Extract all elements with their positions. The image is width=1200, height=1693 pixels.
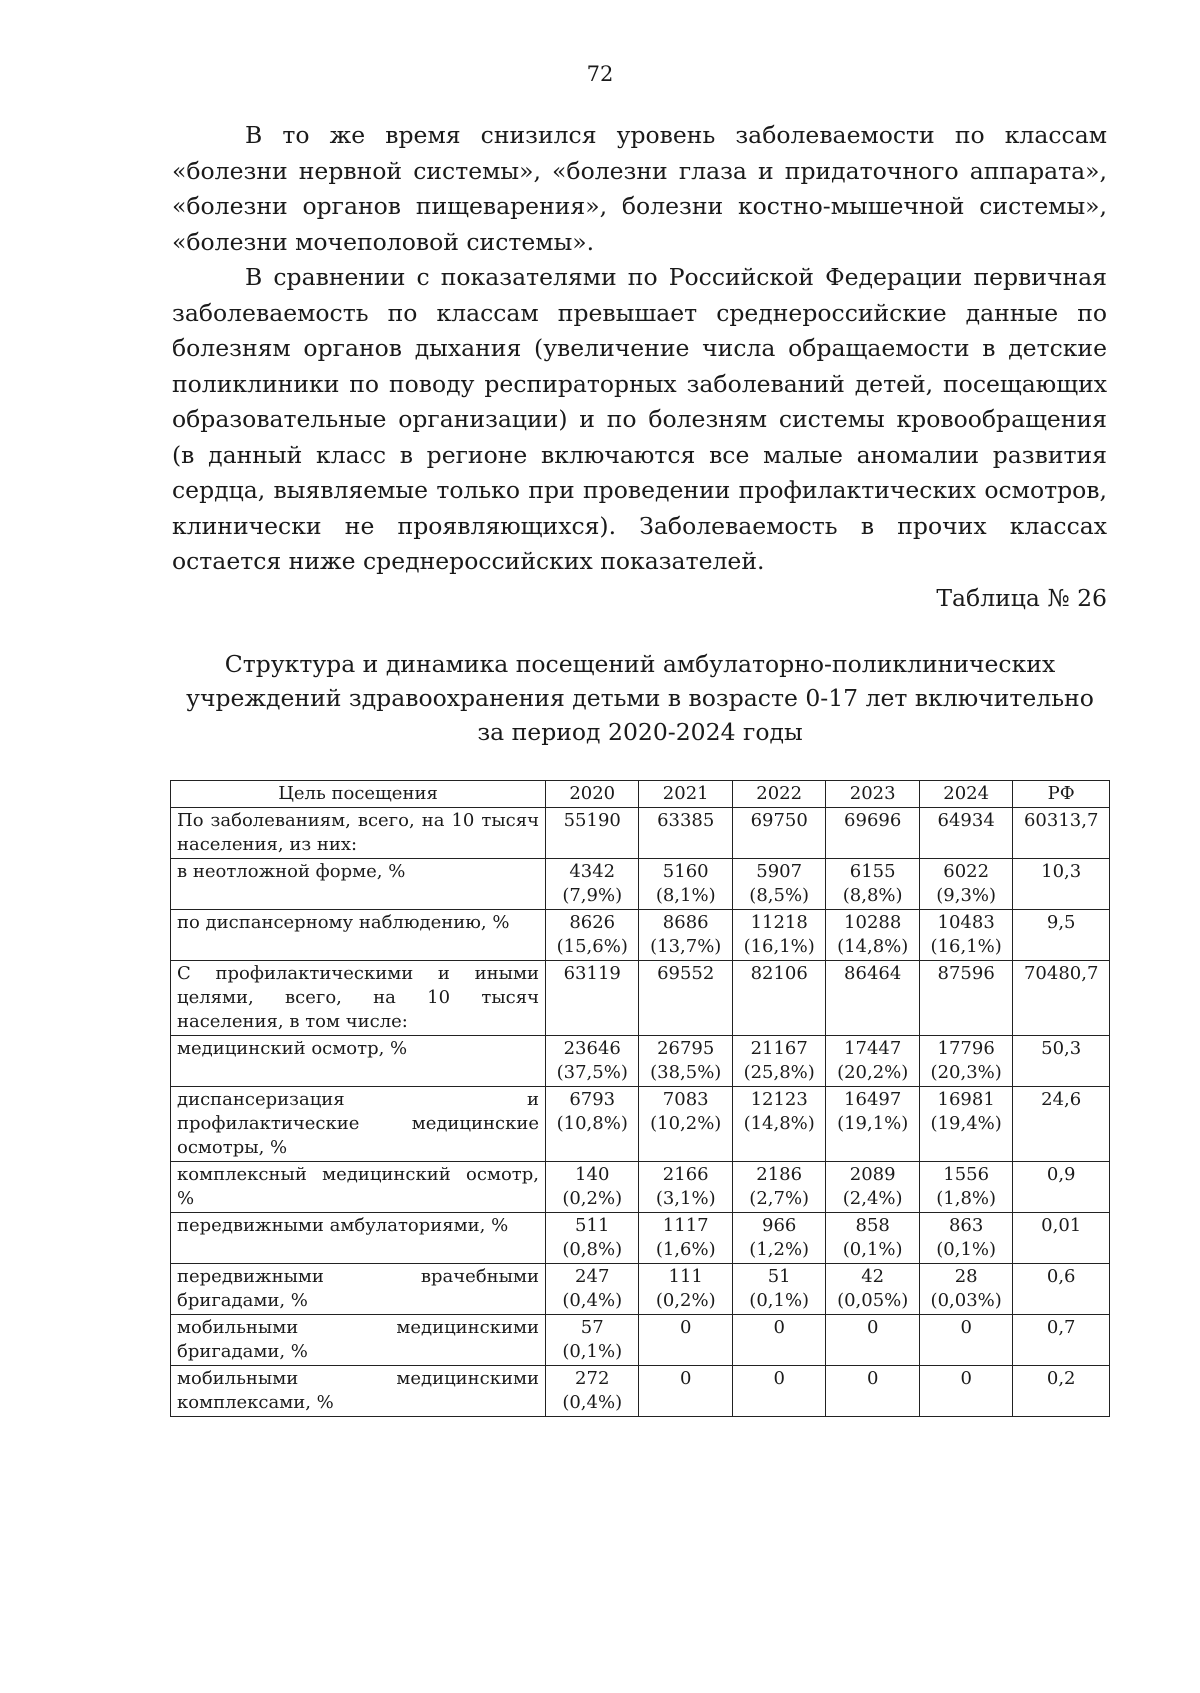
value-cell	[919, 1087, 1012, 1162]
cell-percent: (8,1%)	[655, 885, 716, 906]
header-2023: 2023	[826, 781, 919, 808]
cell-value: 69750	[750, 810, 808, 831]
cell-value: 2166	[662, 1164, 709, 1185]
row-label: мобильными медицинскими бригадами, %	[171, 1315, 546, 1366]
cell-percent: (2,4%)	[842, 1188, 903, 1209]
cell-value: 17447	[844, 1038, 902, 1059]
cell-percent: (16,1%)	[743, 936, 815, 957]
cell-value: 26795	[657, 1038, 715, 1059]
cell-value: 87596	[937, 963, 995, 984]
cell-value: 6155	[849, 861, 896, 882]
cell-value: 16981	[937, 1089, 995, 1110]
value-cell	[545, 961, 638, 1036]
cell-percent: (0,2%)	[655, 1290, 716, 1311]
cell-value: 55190	[563, 810, 621, 831]
rf-cell: 60313,7	[1013, 808, 1110, 859]
value-cell	[919, 1036, 1012, 1087]
table-row	[171, 808, 1110, 859]
cell-value: 11218	[750, 912, 808, 933]
rf-cell: 0,7	[1013, 1315, 1110, 1366]
cell-percent: (14,8%)	[743, 1113, 815, 1134]
cell-value: 12123	[750, 1089, 808, 1110]
table-title-line-3: за период 2020-2024 годы	[477, 718, 803, 746]
value-cell	[545, 1315, 638, 1366]
cell-value: 511	[575, 1215, 610, 1236]
value-cell	[545, 859, 638, 910]
cell-value: 63385	[657, 810, 715, 831]
table-row	[171, 1366, 1110, 1417]
cell-value: 21167	[750, 1038, 808, 1059]
cell-value: 0	[679, 1368, 692, 1389]
value-cell	[826, 961, 919, 1036]
cell-value: 8686	[662, 912, 709, 933]
rf-cell: 0,6	[1013, 1264, 1110, 1315]
value-cell	[732, 1315, 825, 1366]
cell-value: 0	[773, 1368, 785, 1389]
value-cell	[826, 859, 919, 910]
value-cell	[919, 1366, 1012, 1417]
cell-percent: (19,4%)	[930, 1113, 1002, 1134]
table-body	[171, 808, 1110, 1417]
value-cell	[826, 910, 919, 961]
cell-percent: (0,05%)	[837, 1290, 909, 1311]
table-title	[160, 647, 1120, 749]
table-row	[171, 910, 1110, 961]
paragraph-2: В сравнении с показателями по Российской Федерации первичная заболеваемость по классам превышает среднероссийские данные по болезням органов дыхания (увеличение числа обращаемости в детские поликлиники по поводу респираторных заболеваний детей, посещающих образовательные организации) и по болезням системы кровообращения (в данный класс в регионе включаются все малые аномалии развития сердца, выявляемые только при проведении профилактических осмотров, клинически не проявляющихся). Заболеваемость в прочих классах остается ниже среднероссийских показателей.	[172, 263, 1107, 575]
value-cell	[639, 1264, 732, 1315]
cell-value: 86464	[844, 963, 902, 984]
rf-cell: 0,9	[1013, 1162, 1110, 1213]
header-2021: 2021	[639, 781, 732, 808]
table-row	[171, 961, 1110, 1036]
value-cell	[826, 1036, 919, 1087]
row-label: По заболеваниям, всего, на 10 тысяч населения, из них:	[171, 808, 546, 859]
value-cell	[732, 859, 825, 910]
value-cell	[826, 1213, 919, 1264]
cell-value: 5907	[756, 861, 803, 882]
table-row	[171, 1036, 1110, 1087]
cell-value: 2089	[849, 1164, 896, 1185]
row-label: по диспансерному наблюдению, %	[171, 910, 546, 961]
cell-value: 7083	[662, 1089, 709, 1110]
cell-value: 6793	[569, 1089, 616, 1110]
cell-percent: (3,1%)	[655, 1188, 716, 1209]
value-cell	[732, 1162, 825, 1213]
cell-value: 8626	[569, 912, 616, 933]
rf-cell: 50,3	[1013, 1036, 1110, 1087]
cell-percent: (0,8%)	[562, 1239, 623, 1260]
value-cell	[732, 808, 825, 859]
value-cell	[732, 1264, 825, 1315]
cell-value: 2186	[756, 1164, 803, 1185]
value-cell	[826, 1315, 919, 1366]
body-text	[172, 118, 1107, 580]
value-cell	[732, 961, 825, 1036]
value-cell	[639, 1213, 732, 1264]
cell-value: 69552	[657, 963, 715, 984]
row-label: в неотложной форме, %	[171, 859, 546, 910]
value-cell	[639, 808, 732, 859]
value-cell	[639, 1315, 732, 1366]
cell-value: 5160	[662, 861, 709, 882]
cell-value: 17796	[937, 1038, 995, 1059]
cell-percent: (0,1%)	[562, 1341, 623, 1362]
header-purpose: Цель посещения	[171, 781, 546, 808]
cell-percent: (10,8%)	[556, 1113, 628, 1134]
cell-value: 0	[866, 1317, 879, 1338]
cell-percent: (1,8%)	[936, 1188, 997, 1209]
cell-value: 64934	[937, 810, 995, 831]
cell-value: 10288	[844, 912, 902, 933]
row-label: мобильными медицинскими комплексами, %	[171, 1366, 546, 1417]
cell-percent: (0,1%)	[842, 1239, 903, 1260]
cell-percent: (0,2%)	[562, 1188, 623, 1209]
header-rf: РФ	[1013, 781, 1110, 808]
cell-percent: (9,3%)	[936, 885, 997, 906]
cell-percent: (8,5%)	[749, 885, 810, 906]
cell-value: 28	[954, 1266, 978, 1287]
value-cell	[639, 961, 732, 1036]
cell-value: 966	[762, 1215, 797, 1236]
cell-percent: (0,1%)	[749, 1290, 810, 1311]
header-2024: 2024	[919, 781, 1012, 808]
row-label: передвижными врачебными бригадами, %	[171, 1264, 546, 1315]
table-row	[171, 1315, 1110, 1366]
cell-value: 1117	[662, 1215, 709, 1236]
cell-value: 82106	[750, 963, 808, 984]
cell-value: 0	[960, 1368, 972, 1389]
value-cell	[919, 961, 1012, 1036]
cell-value: 0	[773, 1317, 785, 1338]
cell-value: 140	[575, 1164, 610, 1185]
cell-percent: (10,2%)	[650, 1113, 722, 1134]
row-label: медицинский осмотр, %	[171, 1036, 546, 1087]
cell-percent: (0,4%)	[562, 1392, 623, 1413]
value-cell	[919, 1264, 1012, 1315]
cell-value: 63119	[563, 963, 621, 984]
cell-percent: (20,2%)	[837, 1062, 909, 1083]
cell-percent: (20,3%)	[930, 1062, 1002, 1083]
cell-value: 16497	[844, 1089, 902, 1110]
cell-value: 247	[575, 1266, 610, 1287]
cell-value: 4342	[569, 861, 616, 882]
rf-cell: 70480,7	[1013, 961, 1110, 1036]
value-cell	[732, 1213, 825, 1264]
table-row	[171, 1162, 1110, 1213]
table-row	[171, 1213, 1110, 1264]
cell-percent: (1,2%)	[749, 1239, 810, 1260]
rf-cell: 24,6	[1013, 1087, 1110, 1162]
value-cell	[545, 1366, 638, 1417]
value-cell	[732, 1036, 825, 1087]
cell-value: 0	[679, 1317, 692, 1338]
value-cell	[732, 1087, 825, 1162]
visits-table	[170, 780, 1110, 1417]
cell-percent: (25,8%)	[743, 1062, 815, 1083]
cell-value: 0	[960, 1317, 972, 1338]
value-cell	[545, 910, 638, 961]
value-cell	[545, 1036, 638, 1087]
table-label: Таблица № 26	[936, 584, 1107, 612]
value-cell	[826, 1264, 919, 1315]
cell-value: 69696	[844, 810, 902, 831]
row-label: С профилактическими и иными целями, всего, на 10 тысяч населения, в том числе:	[171, 961, 546, 1036]
cell-percent: (0,03%)	[930, 1290, 1002, 1311]
value-cell	[919, 808, 1012, 859]
cell-percent: (13,7%)	[650, 936, 722, 957]
value-cell	[919, 1162, 1012, 1213]
cell-percent: (1,6%)	[655, 1239, 716, 1260]
value-cell	[919, 1213, 1012, 1264]
cell-value: 6022	[943, 861, 990, 882]
rf-cell: 10,3	[1013, 859, 1110, 910]
table-row	[171, 859, 1110, 910]
paragraph-1: В то же время снизился уровень заболеваемости по классам «болезни нервной системы», «болезни глаза и придаточного аппарата», «болезни органов пищеварения», болезни костно-мышечной системы», «болезни мочеполовой системы».	[172, 121, 1107, 256]
cell-value: 272	[575, 1368, 610, 1389]
value-cell	[545, 1162, 638, 1213]
value-cell	[639, 1087, 732, 1162]
cell-value: 51	[767, 1266, 791, 1287]
cell-value: 57	[580, 1317, 604, 1338]
cell-percent: (2,7%)	[749, 1188, 810, 1209]
table-title-line-1: Структура и динамика посещений амбулаторно-поликлинических	[224, 650, 1056, 678]
header-2022: 2022	[732, 781, 825, 808]
cell-value: 111	[668, 1266, 703, 1287]
value-cell	[732, 1366, 825, 1417]
row-label: передвижными амбулаториями, %	[171, 1213, 546, 1264]
cell-percent: (7,9%)	[562, 885, 623, 906]
cell-value: 1556	[943, 1164, 990, 1185]
table-header-row	[171, 781, 1110, 808]
cell-percent: (0,4%)	[562, 1290, 623, 1311]
page-number: 72	[586, 62, 614, 86]
value-cell	[545, 1264, 638, 1315]
value-cell	[639, 910, 732, 961]
table-row	[171, 1087, 1110, 1162]
cell-percent: (15,6%)	[556, 936, 628, 957]
value-cell	[826, 1162, 919, 1213]
cell-value: 0	[866, 1368, 879, 1389]
value-cell	[639, 1162, 732, 1213]
cell-percent: (8,8%)	[842, 885, 903, 906]
cell-percent: (38,5%)	[650, 1062, 722, 1083]
cell-value: 42	[861, 1266, 885, 1287]
value-cell	[919, 859, 1012, 910]
value-cell	[919, 910, 1012, 961]
cell-percent: (16,1%)	[930, 936, 1002, 957]
row-label: комплексный медицинский осмотр, %	[171, 1162, 546, 1213]
value-cell	[639, 1036, 732, 1087]
value-cell	[826, 1366, 919, 1417]
value-cell	[639, 1366, 732, 1417]
cell-percent: (0,1%)	[936, 1239, 997, 1260]
cell-value: 23646	[563, 1038, 621, 1059]
table-title-line-2: учреждений здравоохранения детьми в возрасте 0-17 лет включительно	[186, 684, 1094, 712]
cell-percent: (14,8%)	[837, 936, 909, 957]
value-cell	[732, 910, 825, 961]
row-label: диспансеризация и профилактические медицинские осмотры, %	[171, 1087, 546, 1162]
value-cell	[545, 1087, 638, 1162]
cell-value: 863	[948, 1215, 984, 1236]
cell-percent: (37,5%)	[556, 1062, 628, 1083]
value-cell	[919, 1315, 1012, 1366]
value-cell	[826, 808, 919, 859]
cell-value: 858	[855, 1215, 890, 1236]
rf-cell: 9,5	[1013, 910, 1110, 961]
rf-cell: 0,01	[1013, 1213, 1110, 1264]
cell-value: 10483	[937, 912, 995, 933]
header-2020: 2020	[545, 781, 638, 808]
value-cell	[639, 859, 732, 910]
rf-cell: 0,2	[1013, 1366, 1110, 1417]
table-row	[171, 1264, 1110, 1315]
value-cell	[545, 808, 638, 859]
cell-percent: (19,1%)	[837, 1113, 909, 1134]
value-cell	[826, 1087, 919, 1162]
value-cell	[545, 1213, 638, 1264]
